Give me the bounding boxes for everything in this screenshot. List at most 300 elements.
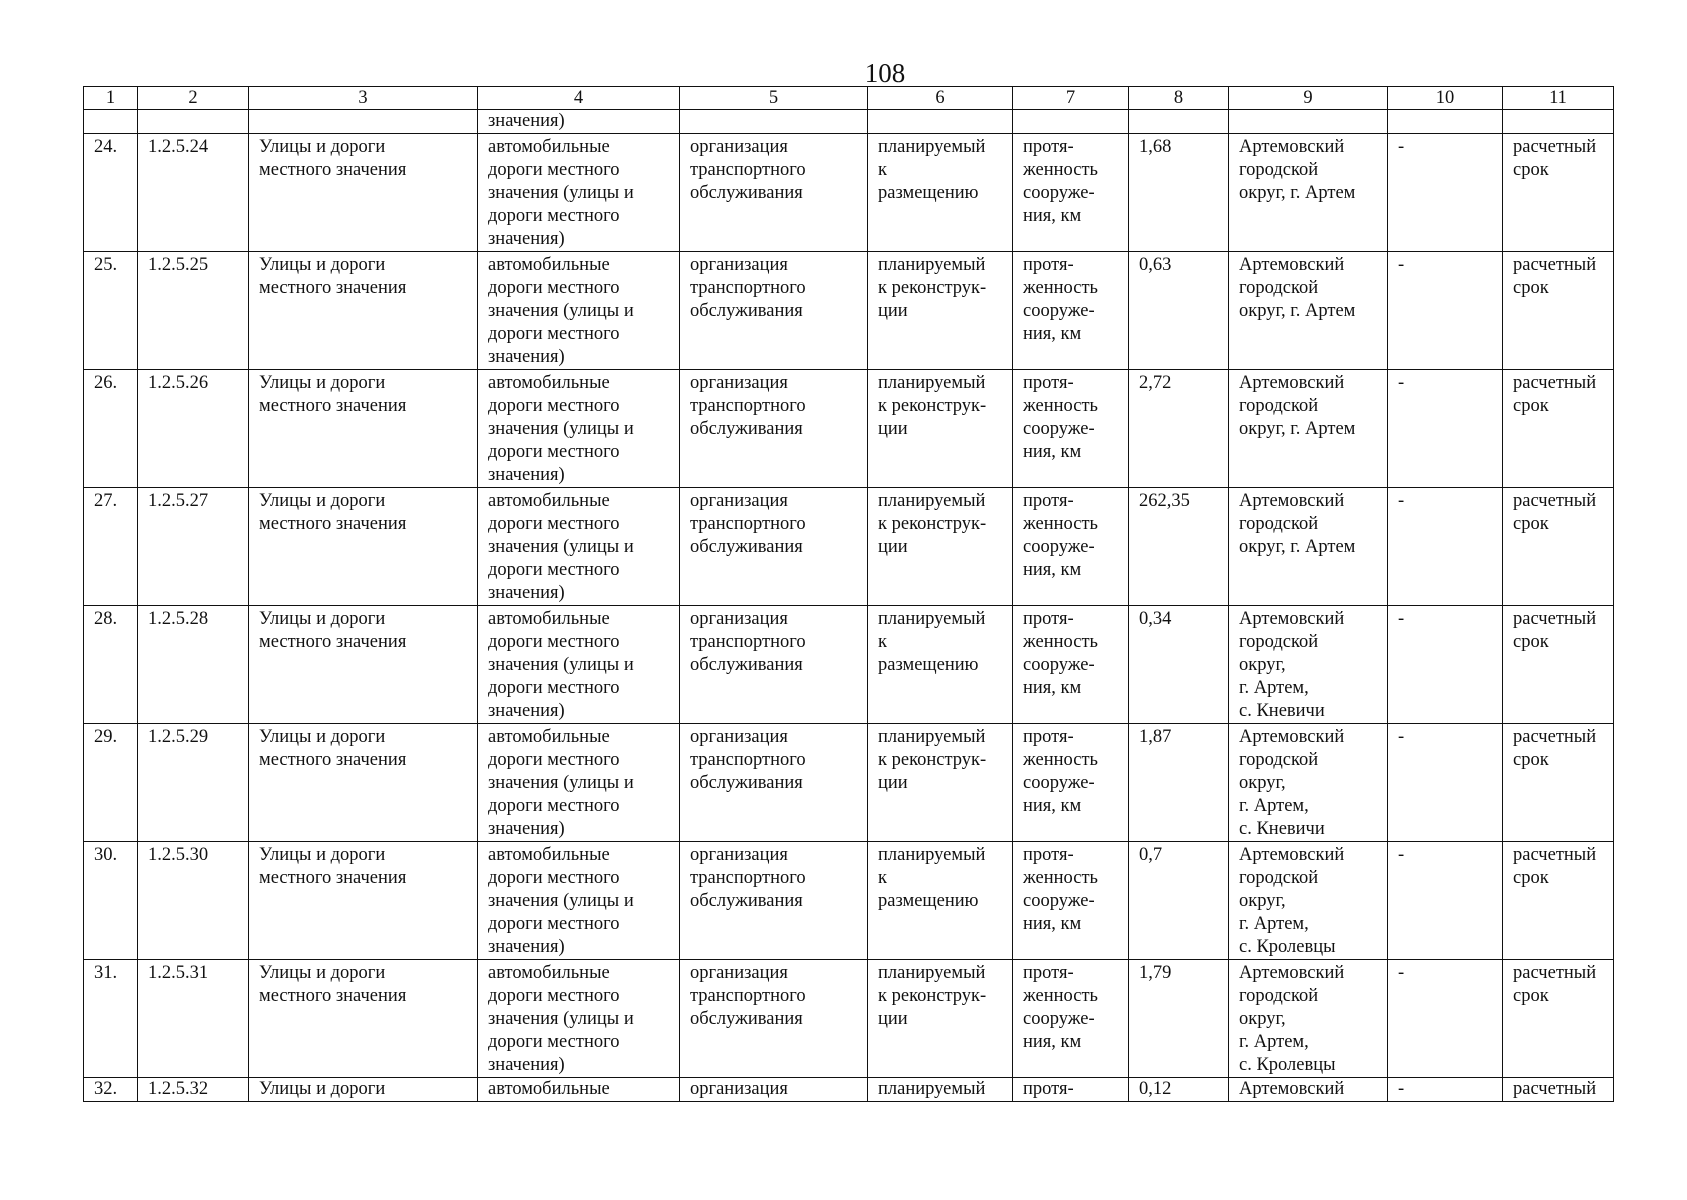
term (1503, 252, 1614, 370)
cell-line: городской (1239, 278, 1319, 298)
object-type: автомобильные (478, 1078, 680, 1102)
cell-line: транспортного (690, 868, 806, 888)
zone: - (1388, 488, 1503, 606)
cell-line: протя- (1023, 609, 1074, 629)
cell-line: округ, г. Артем (1239, 183, 1356, 203)
cell-line: с. Кролевцы (1239, 937, 1336, 957)
table-body (84, 87, 1614, 1102)
cell-line: протя- (1023, 963, 1074, 983)
row-number: 27. (84, 488, 138, 606)
cell-line: ния, км (1023, 324, 1082, 344)
cell-line: ции (878, 537, 908, 557)
object-type (478, 252, 680, 370)
cell-line: срок (1513, 396, 1549, 416)
cell-line: к (878, 160, 887, 180)
location: Артемовский (1229, 1078, 1388, 1102)
cell-line: сооруже- (1023, 655, 1095, 675)
cell-line: Артемовский (1239, 491, 1345, 511)
cell-line: Улицы и дороги (259, 963, 386, 983)
cell-line: местного значения (259, 632, 407, 652)
measure-value: 1,79 (1129, 960, 1229, 1078)
cell-line: местного значения (259, 868, 407, 888)
object-code: 1.2.5.29 (138, 724, 249, 842)
cell-line: обслуживания (690, 655, 803, 675)
object-type (478, 606, 680, 724)
cell-line: обслуживания (690, 537, 803, 557)
measure-value: 1,87 (1129, 724, 1229, 842)
object-status (868, 488, 1013, 606)
term (1503, 134, 1614, 252)
table-cell (680, 110, 868, 134)
table-cell (138, 110, 249, 134)
cell-line: организация (690, 137, 788, 157)
row-number: 24. (84, 134, 138, 252)
row-number: 31. (84, 960, 138, 1078)
cell-line: ния, км (1023, 796, 1082, 816)
cell-line: дороги местного (488, 206, 620, 226)
cell-line: автомобильные (488, 609, 610, 629)
cell-line: автомобильные (488, 963, 610, 983)
object-purpose (680, 606, 868, 724)
object-name (249, 842, 478, 960)
cell-line: округ, (1239, 891, 1286, 911)
cell-line: расчетный (1513, 491, 1597, 511)
cell-line: дороги местного (488, 1032, 620, 1052)
measure-value: 2,72 (1129, 370, 1229, 488)
column-number: 3 (249, 87, 478, 110)
cell-line: к (878, 632, 887, 652)
cell-line: значения (улицы и (488, 891, 634, 911)
cell-line: обслуживания (690, 183, 803, 203)
cell-line: дороги местного (488, 986, 620, 1006)
cell-line: Артемовский (1239, 609, 1345, 629)
cell-line: округ, г. Артем (1239, 301, 1356, 321)
measure-value: 0,34 (1129, 606, 1229, 724)
measure-unit (1013, 252, 1129, 370)
cell-line: ния, км (1023, 442, 1082, 462)
cell-line: городской (1239, 632, 1319, 652)
object-type (478, 134, 680, 252)
cell-line: значения) (488, 819, 565, 839)
cell-line: женность (1023, 868, 1098, 888)
table-row (84, 606, 1614, 724)
cell-line: с. Кневичи (1239, 701, 1325, 721)
cell-line: Артемовский (1239, 727, 1345, 747)
cell-line: протя- (1023, 727, 1074, 747)
cell-line: срок (1513, 160, 1549, 180)
table-row (84, 724, 1614, 842)
cell-line: организация (690, 373, 788, 393)
measure-unit (1013, 724, 1129, 842)
cell-line: срок (1513, 868, 1549, 888)
measure-value: 1,68 (1129, 134, 1229, 252)
cell-line: Артемовский (1239, 137, 1345, 157)
cell-line: ния, км (1023, 206, 1082, 226)
cell-line: женность (1023, 160, 1098, 180)
cell-line: Улицы и дороги (259, 845, 386, 865)
object-type (478, 488, 680, 606)
object-status (868, 606, 1013, 724)
object-code: 1.2.5.26 (138, 370, 249, 488)
object-name (249, 724, 478, 842)
cell-line: Улицы и дороги (259, 373, 386, 393)
cell-line: организация (690, 727, 788, 747)
cell-line: транспортного (690, 160, 806, 180)
location (1229, 842, 1388, 960)
cell-line: планируемый (878, 963, 986, 983)
column-number: 1 (84, 87, 138, 110)
cell-line: Артемовский (1239, 845, 1345, 865)
measure-unit (1013, 606, 1129, 724)
column-number: 6 (868, 87, 1013, 110)
table-cell (1503, 110, 1614, 134)
object-name (249, 134, 478, 252)
cell-line: Улицы и дороги (259, 255, 386, 275)
table-cell (1129, 110, 1229, 134)
cell-line: с. Кролевцы (1239, 1055, 1336, 1075)
cell-line: Артемовский (1239, 255, 1345, 275)
cell-line: автомобильные (488, 845, 610, 865)
object-purpose (680, 960, 868, 1078)
column-number: 11 (1503, 87, 1614, 110)
location (1229, 370, 1388, 488)
zone: - (1388, 724, 1503, 842)
cell-line: значения) (488, 937, 565, 957)
cell-line: ции (878, 773, 908, 793)
cell-line: организация (690, 963, 788, 983)
cell-line: транспортного (690, 278, 806, 298)
table-cell (84, 110, 138, 134)
zone: - (1388, 960, 1503, 1078)
object-name (249, 252, 478, 370)
cell-line: расчетный (1513, 845, 1597, 865)
column-number: 2 (138, 87, 249, 110)
object-purpose (680, 370, 868, 488)
cell-line: округ, (1239, 1009, 1286, 1029)
object-code: 1.2.5.24 (138, 134, 249, 252)
object-type (478, 960, 680, 1078)
cell-line: дороги местного (488, 632, 620, 652)
cell-line: организация (690, 255, 788, 275)
measure-value: 0,63 (1129, 252, 1229, 370)
cell-line: ции (878, 419, 908, 439)
cell-line: местного значения (259, 278, 407, 298)
cell-line: городской (1239, 750, 1319, 770)
column-number: 5 (680, 87, 868, 110)
cell-line: обслуживания (690, 773, 803, 793)
cell-line: ции (878, 301, 908, 321)
cell-line: дороги местного (488, 514, 620, 534)
cell-line: организация (690, 491, 788, 511)
cell-line: значения) (488, 347, 565, 367)
cell-line: дороги местного (488, 442, 620, 462)
cell-line: срок (1513, 278, 1549, 298)
location (1229, 134, 1388, 252)
cell-line: планируемый (878, 137, 986, 157)
cell-line: расчетный (1513, 255, 1597, 275)
cell-line: расчетный (1513, 727, 1597, 747)
cell-line: значения (улицы и (488, 419, 634, 439)
cell-line: планируемый (878, 609, 986, 629)
term (1503, 488, 1614, 606)
object-status (868, 134, 1013, 252)
cell-line: транспортного (690, 396, 806, 416)
measure-value: 0,12 (1129, 1078, 1229, 1102)
row-number: 30. (84, 842, 138, 960)
cell-line: организация (690, 845, 788, 865)
measure-value: 0,7 (1129, 842, 1229, 960)
cell-line: планируемый (878, 373, 986, 393)
cell-line: к реконструк- (878, 750, 987, 770)
table-cell (1229, 110, 1388, 134)
object-status (868, 252, 1013, 370)
cell-line: городской (1239, 868, 1319, 888)
cell-line: значения) (488, 583, 565, 603)
object-purpose: организация (680, 1078, 868, 1102)
cell-line: местного значения (259, 750, 407, 770)
cell-line: протя- (1023, 491, 1074, 511)
measure-unit (1013, 488, 1129, 606)
cell-line: обслуживания (690, 891, 803, 911)
cell-line: с. Кневичи (1239, 819, 1325, 839)
cell-line: транспортного (690, 750, 806, 770)
cell-line: округ, (1239, 655, 1286, 675)
cell-line: городской (1239, 160, 1319, 180)
cell-line: дороги местного (488, 324, 620, 344)
cell-line: значения (улицы и (488, 773, 634, 793)
cell-line: сооруже- (1023, 183, 1095, 203)
object-status: планируемый (868, 1078, 1013, 1102)
column-number: 4 (478, 87, 680, 110)
object-type (478, 842, 680, 960)
table-row (84, 134, 1614, 252)
cell-line: ния, км (1023, 560, 1082, 580)
table-cell (249, 110, 478, 134)
row-number: 32. (84, 1078, 138, 1102)
term (1503, 842, 1614, 960)
row-number: 29. (84, 724, 138, 842)
cell-line: к реконструк- (878, 396, 987, 416)
cell-line: местного значения (259, 514, 407, 534)
zone: - (1388, 134, 1503, 252)
cell-line: планируемый (878, 845, 986, 865)
cell-line: к (878, 868, 887, 888)
cell-line: сооруже- (1023, 301, 1095, 321)
cell-line: сооруже- (1023, 1009, 1095, 1029)
table-row (84, 1078, 1614, 1102)
cell-line: округ, (1239, 773, 1286, 793)
cell-line: размещению (878, 891, 979, 911)
cell-line: ния, км (1023, 914, 1082, 934)
cell-line: протя- (1023, 137, 1074, 157)
term (1503, 370, 1614, 488)
object-type (478, 370, 680, 488)
table-row (84, 252, 1614, 370)
cell-line: автомобильные (488, 255, 610, 275)
measure-unit (1013, 134, 1129, 252)
measure-unit: протя- (1013, 1078, 1129, 1102)
cell-line: сооруже- (1023, 537, 1095, 557)
cell-line: значения (улицы и (488, 183, 634, 203)
cell-line: г. Артем, (1239, 678, 1309, 698)
measure-unit (1013, 842, 1129, 960)
cell-line: городской (1239, 986, 1319, 1006)
zone: - (1388, 252, 1503, 370)
object-status (868, 960, 1013, 1078)
cell-line: к реконструк- (878, 278, 987, 298)
zone: - (1388, 842, 1503, 960)
header-row (84, 87, 1614, 110)
cell-line: планируемый (878, 727, 986, 747)
row-number: 26. (84, 370, 138, 488)
column-number: 8 (1129, 87, 1229, 110)
cell-line: протя- (1023, 845, 1074, 865)
object-name: Улицы и дороги (249, 1078, 478, 1102)
column-number: 9 (1229, 87, 1388, 110)
cell-line: городской (1239, 396, 1319, 416)
cell-line: значения (улицы и (488, 1009, 634, 1029)
cell-line: значения) (488, 229, 565, 249)
object-code: 1.2.5.27 (138, 488, 249, 606)
cell-line: срок (1513, 632, 1549, 652)
cell-line: ния, км (1023, 1032, 1082, 1052)
zone: - (1388, 370, 1503, 488)
measure-unit (1013, 370, 1129, 488)
cell-line: дороги местного (488, 396, 620, 416)
cell-line: обслуживания (690, 419, 803, 439)
cell-line: женность (1023, 278, 1098, 298)
cell-line: сооруже- (1023, 773, 1095, 793)
cell-line: транспортного (690, 514, 806, 534)
term (1503, 606, 1614, 724)
cell-line: организация (690, 609, 788, 629)
cell-line: сооруже- (1023, 419, 1095, 439)
cell-line: сооруже- (1023, 891, 1095, 911)
cell-line: расчетный (1513, 373, 1597, 393)
cell-line: дороги местного (488, 160, 620, 180)
cell-line: дороги местного (488, 914, 620, 934)
cell-line: расчетный (1513, 137, 1597, 157)
cell-line: обслуживания (690, 301, 803, 321)
cell-line: транспортного (690, 632, 806, 652)
cell-line: дороги местного (488, 796, 620, 816)
cell-line: округ, г. Артем (1239, 419, 1356, 439)
column-number: 10 (1388, 87, 1503, 110)
row-number: 28. (84, 606, 138, 724)
object-status (868, 370, 1013, 488)
cell-line: Улицы и дороги (259, 609, 386, 629)
term (1503, 724, 1614, 842)
cell-line: к реконструк- (878, 986, 987, 1006)
cell-line: местного значения (259, 986, 407, 1006)
cell-line: женность (1023, 514, 1098, 534)
cell-line: значения (улицы и (488, 655, 634, 675)
cell-line: г. Артем, (1239, 1032, 1309, 1052)
term (1503, 960, 1614, 1078)
cell-line: срок (1513, 986, 1549, 1006)
object-purpose (680, 134, 868, 252)
cell-line: значения (улицы и (488, 301, 634, 321)
table-row (84, 842, 1614, 960)
cell-line: расчетный (1513, 963, 1597, 983)
cell-line: значения (улицы и (488, 537, 634, 557)
cell-line: Улицы и дороги (259, 491, 386, 511)
cell-line: женность (1023, 396, 1098, 416)
term: расчетный (1503, 1078, 1614, 1102)
planning-table (83, 86, 1614, 1102)
cell-line: размещению (878, 655, 979, 675)
zone: - (1388, 606, 1503, 724)
cell-line: Артемовский (1239, 373, 1345, 393)
cell-line: планируемый (878, 491, 986, 511)
cell-line: Артемовский (1239, 963, 1345, 983)
table-row (84, 370, 1614, 488)
location (1229, 724, 1388, 842)
measure-value: 262,35 (1129, 488, 1229, 606)
cell-line: размещению (878, 183, 979, 203)
location (1229, 488, 1388, 606)
cell-line: дороги местного (488, 750, 620, 770)
cell-line: автомобильные (488, 373, 610, 393)
object-code: 1.2.5.30 (138, 842, 249, 960)
object-purpose (680, 724, 868, 842)
cell-line: срок (1513, 514, 1549, 534)
cell-line: расчетный (1513, 609, 1597, 629)
cell-line: местного значения (259, 396, 407, 416)
cell-line: протя- (1023, 373, 1074, 393)
object-purpose (680, 488, 868, 606)
object-code: 1.2.5.28 (138, 606, 249, 724)
cell-line: значения) (488, 701, 565, 721)
object-code: 1.2.5.31 (138, 960, 249, 1078)
cell-line: автомобильные (488, 727, 610, 747)
cell-line: автомобильные (488, 137, 610, 157)
cell-line: автомобильные (488, 491, 610, 511)
cell-line: значения) (488, 1055, 565, 1075)
table-cell (1013, 110, 1129, 134)
page-number: 108 (864, 58, 906, 88)
zone: - (1388, 1078, 1503, 1102)
object-name (249, 488, 478, 606)
object-code: 1.2.5.32 (138, 1078, 249, 1102)
cell-line: г. Артем, (1239, 914, 1309, 934)
cell-line: ции (878, 1009, 908, 1029)
cell-line: Улицы и дороги (259, 137, 386, 157)
object-status (868, 842, 1013, 960)
cell-line: к реконструк- (878, 514, 987, 534)
cell-line: дороги местного (488, 278, 620, 298)
cell-line: женность (1023, 986, 1098, 1006)
object-type (478, 724, 680, 842)
object-code: 1.2.5.25 (138, 252, 249, 370)
cell-line: женность (1023, 750, 1098, 770)
cell-line: женность (1023, 632, 1098, 652)
cell-line: Улицы и дороги (259, 727, 386, 747)
table-row (84, 488, 1614, 606)
cell-line: округ, г. Артем (1239, 537, 1356, 557)
object-name (249, 370, 478, 488)
cell-line: значения) (488, 465, 565, 485)
object-status (868, 724, 1013, 842)
cell-line: городской (1239, 514, 1319, 534)
column-number: 7 (1013, 87, 1129, 110)
object-purpose (680, 252, 868, 370)
table-cell: значения) (478, 110, 680, 134)
cell-line: дороги местного (488, 868, 620, 888)
cell-line: ния, км (1023, 678, 1082, 698)
object-name (249, 960, 478, 1078)
location (1229, 960, 1388, 1078)
